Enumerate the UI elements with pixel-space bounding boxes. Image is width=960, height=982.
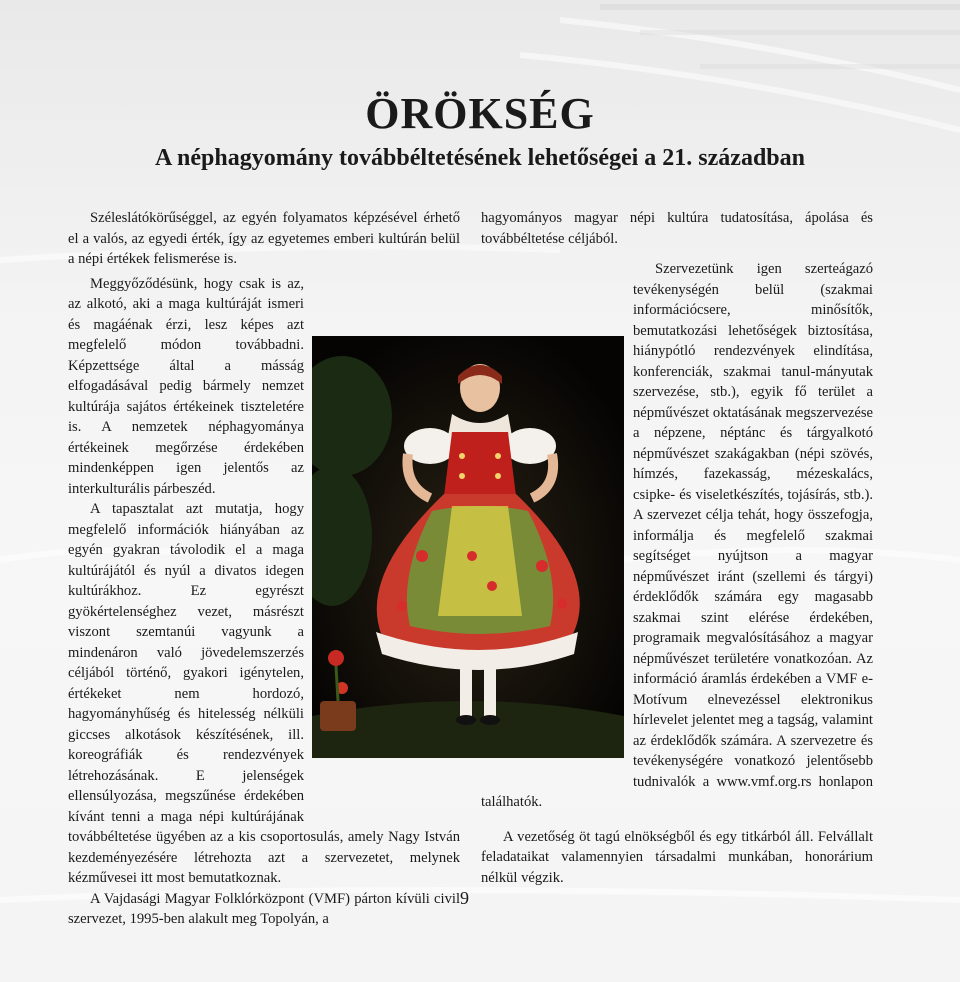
paragraph: A tapasztalat azt mutatja, hogy megfelelő információk hiányában az egyén gyakran távolodik el a maga kultúrájától és nyúl a divatos idegen kultúrákhoz. Ez egyrészt gyökértelenséghez vezet, másrészt viszont szemtanúi vagyunk a mindenáron való jövedelemszerzés céljából történő, gyakori igénytelen, értékeket nem hordozó, hagyományhűség és hitelesség nélküli giccses alkotások készítésének, ill. koreográfiák és rendezvények létrehozásának. E jelenségek ellensúlyozása, megszűnése érdekében kívánt tenni a maga népi kultúrájának továbbéltetése ügyében az a kis csoportosulás, amely Nagy István kezdeményezésére létrehozta azt a szervezetet, melynek kézművesei itt most bemutatkoznak. [68,501,460,886]
page-number: 9 [460,888,469,908]
paragraph: Széleslátókörűséggel, az egyén folyamatos képzésével érhető el a valós, az egyedi érték, így az egyetemes emberi kultúrán belül a népi értékek felismerése is. [68,210,460,267]
spacer [481,813,873,827]
folk-costume-photo [312,336,624,758]
page-subtitle: A néphagyomány továbbéltetésének lehetőségei a 21. században [155,145,805,171]
paragraph-text: Szervezetünk igen szerteágazó tevékenységén belül (szakmai információcsere, minősítők, bemutatkozási lehetőségek biztosítása, hiánypótló rendezvények elindítása, konferenciák, szakmai tanul-mányutak szervezése, stb.), egyik fő terület a népművészet oktatásának megszervezése a népzene, néptánc és tárgyalkotó népművészet szakágakban (népi szövés, hímzés, fazekasság, mézeskalács, csipke- és viseletkészítés, tojásírás, stb.). A szervezet célja tehát, hogy összefogja, informálja és megfelelő szakmai segítséget nyújtson a magyar népművészet iránt (szellemi és tárgyi) érdeklődők számára egy magasabb szakmai szint elérése érdekében, programaik megvalósításához a magyar népművészet területére vonatkozóan. Az információ áramlás érdekében a VMF e-Motívum elnevezéssel elektronikus hírlevelet jelentet meg a tagság, valamint az érdeklődők számára. A szervezetre és tevékenységére vonatkozó jelentősebb tudnivalók a www.vmf.org.rs honlapon találhatók. [481,261,873,810]
spacer [481,249,873,259]
paragraph-text: Meggyőződésünk, hogy csak is az, az alkotó, aki a maga kultúráját ismeri és magáénak érzi, lesz képes azt megfelelő módon továbbadni. Képzettsége által a másság elfogadásával pedig bármely nemzet kultúrája sajátos értékeinek tiszteletére is. A nemzetek néphagyománya értékeinek megőrzése érdekében mindenképpen igen jelentős az interkulturális párbeszéd. [68,275,304,497]
paragraph: hagyományos magyar népi kultúra tudatosítása, ápolása és továbbéltetése céljából. [481,210,873,247]
page-title: ÖRÖKSÉG [365,89,595,138]
paragraph: A vezetőség öt tagú elnökségből és egy titkárból áll. Felvállalt feladataikat valamennyien társadalmi munkában, honorárium nélkül végzik. [481,828,873,886]
paragraph: A Vajdasági Magyar Folklórközpont (VMF) párton kívüli civil szervezet, 1995-ben alakult meg Topolyán, a [68,890,460,927]
